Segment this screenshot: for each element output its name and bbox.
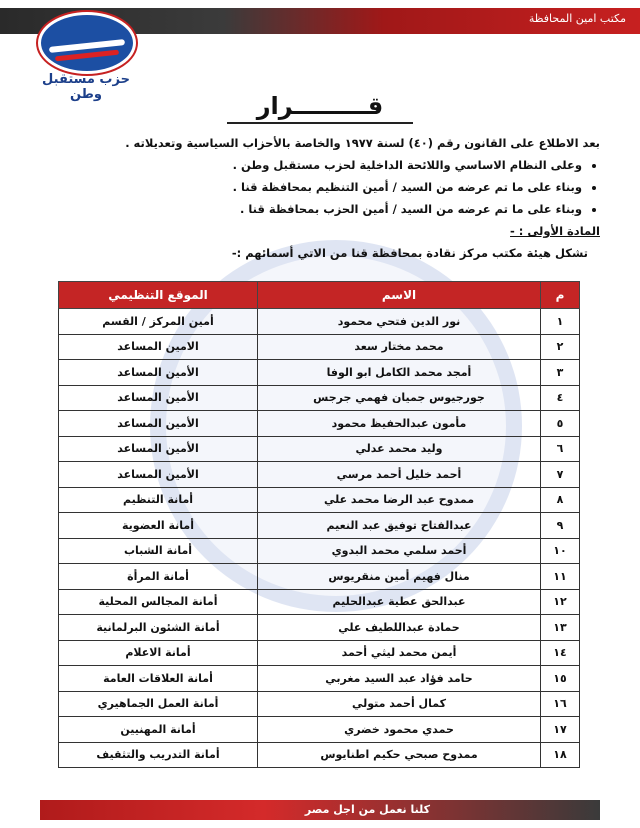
table-row (59, 589, 580, 615)
row-name: أحمد خليل أحمد مرسي (258, 462, 541, 488)
row-num: ٧ (541, 462, 580, 488)
members-table (58, 281, 580, 768)
row-position: أمانة العمل الجماهيري (59, 691, 258, 717)
row-name: عبدالحق عطية عبدالحليم (258, 589, 541, 615)
row-name: ممدوح صبحي حكيم اطنايوس (258, 742, 541, 768)
row-name: حمدي محمود خضري (258, 717, 541, 743)
row-num: ٢ (541, 334, 580, 360)
row-position: الأمين المساعد (59, 385, 258, 411)
row-name: نور الدين فتحي محمود (258, 309, 541, 335)
table-row (59, 742, 580, 768)
row-name: أيمن محمد ليثي أحمد (258, 640, 541, 666)
row-position: أمانة المجالس المحلية (59, 589, 258, 615)
row-name: حامد فؤاد عبد السيد مغربي (258, 666, 541, 692)
row-position: الأمين المساعد (59, 411, 258, 437)
table-row (59, 691, 580, 717)
row-position: أمانة التدريب والتثقيف (59, 742, 258, 768)
table-row (59, 385, 580, 411)
preamble-list (40, 154, 600, 220)
row-num: ٩ (541, 513, 580, 539)
table-row (59, 564, 580, 590)
row-name: أمجد محمد الكامل ابو الوفا (258, 360, 541, 386)
table-row (59, 717, 580, 743)
row-position: أمانة الاعلام (59, 640, 258, 666)
preamble-bullet: • وبناء على ما تم عرضه من السيد / أمين الحزب بمحافظة قنا . (40, 198, 582, 220)
row-position: أمانة العضوية (59, 513, 258, 539)
row-num: ١٤ (541, 640, 580, 666)
header-position: الموقع التنظيمي (59, 282, 258, 309)
decision-preamble (40, 132, 600, 264)
article-text: تشكل هيئة مكتب مركز نقادة بمحافظة قنا من الاتي أسمائهم :- (231, 246, 588, 260)
row-position: أمانة العلاقات العامة (59, 666, 258, 692)
table-header-row (59, 282, 580, 309)
row-name: محمد مختار سعد (258, 334, 541, 360)
row-num: ١٣ (541, 615, 580, 641)
row-name: حمادة عبداللطيف علي (258, 615, 541, 641)
table-row (59, 411, 580, 437)
row-num: ١١ (541, 564, 580, 590)
party-logo (20, 12, 150, 102)
row-name: وليد محمد عدلي (258, 436, 541, 462)
logo-emblem-icon (38, 12, 136, 74)
header-name: الاسم (258, 282, 541, 309)
row-position: أمانة المرأة (59, 564, 258, 590)
table-row (59, 309, 580, 335)
row-name: جورجيوس جميان فهمي جرجس (258, 385, 541, 411)
row-num: ١٧ (541, 717, 580, 743)
article-title: المادة الأولى : - (510, 224, 600, 238)
row-name: أحمد سلمي محمد البدوي (258, 538, 541, 564)
row-name: ممدوح عبد الرضا محمد علي (258, 487, 541, 513)
row-position: أمانة الشئون البرلمانية (59, 615, 258, 641)
row-num: ١٢ (541, 589, 580, 615)
table-row (59, 666, 580, 692)
row-num: ٤ (541, 385, 580, 411)
table-row (59, 462, 580, 488)
row-num: ٣ (541, 360, 580, 386)
row-name: منال فهيم أمين منقريوس (258, 564, 541, 590)
table-row (59, 360, 580, 386)
row-position: الأمين المساعد (59, 462, 258, 488)
row-num: ١٥ (541, 666, 580, 692)
table-row (59, 487, 580, 513)
row-position: أمانة المهنيين (59, 717, 258, 743)
row-name: مأمون عبدالحفيظ محمود (258, 411, 541, 437)
row-name: عبدالفتاح توفيق عبد النعيم (258, 513, 541, 539)
bottom-banner (40, 800, 600, 820)
table-row (59, 615, 580, 641)
row-position: أمانة التنظيم (59, 487, 258, 513)
preamble-intro: بعد الاطلاع على القانون رقم (٤٠) لسنة ١٩٧٧ والخاصة بالأحزاب السياسية وتعديلاته . (125, 136, 600, 150)
row-position: أمانة الشباب (59, 538, 258, 564)
row-num: ١٠ (541, 538, 580, 564)
decision-title: قـــــــــرار (0, 92, 640, 120)
row-position: الأمين المساعد (59, 360, 258, 386)
row-num: ٨ (541, 487, 580, 513)
table-row (59, 640, 580, 666)
table-row (59, 513, 580, 539)
preamble-bullet: • وبناء على ما تم عرضه من السيد / أمين التنظيم بمحافظة قنا . (40, 176, 582, 198)
row-num: ١٨ (541, 742, 580, 768)
row-num: ٦ (541, 436, 580, 462)
preamble-bullet: • وعلى النظام الاساسي واللائحة الداخلية لحزب مستقبل وطن . (40, 154, 582, 176)
row-position: أمين المركز / القسم (59, 309, 258, 335)
row-name: كمال أحمد متولي (258, 691, 541, 717)
office-title: مكتب امين المحافظة (528, 12, 626, 25)
row-position: الأمين المساعد (59, 436, 258, 462)
table-row (59, 334, 580, 360)
row-num: ١٦ (541, 691, 580, 717)
row-num: ٥ (541, 411, 580, 437)
row-position: الامين المساعد (59, 334, 258, 360)
table-row (59, 436, 580, 462)
table-row (59, 538, 580, 564)
footer-slogan: كلنا نعمل من اجل مصر (304, 803, 430, 816)
row-num: ١ (541, 309, 580, 335)
party-name: حزب مستقبل وطن (42, 72, 130, 102)
header-num: م (541, 282, 580, 309)
